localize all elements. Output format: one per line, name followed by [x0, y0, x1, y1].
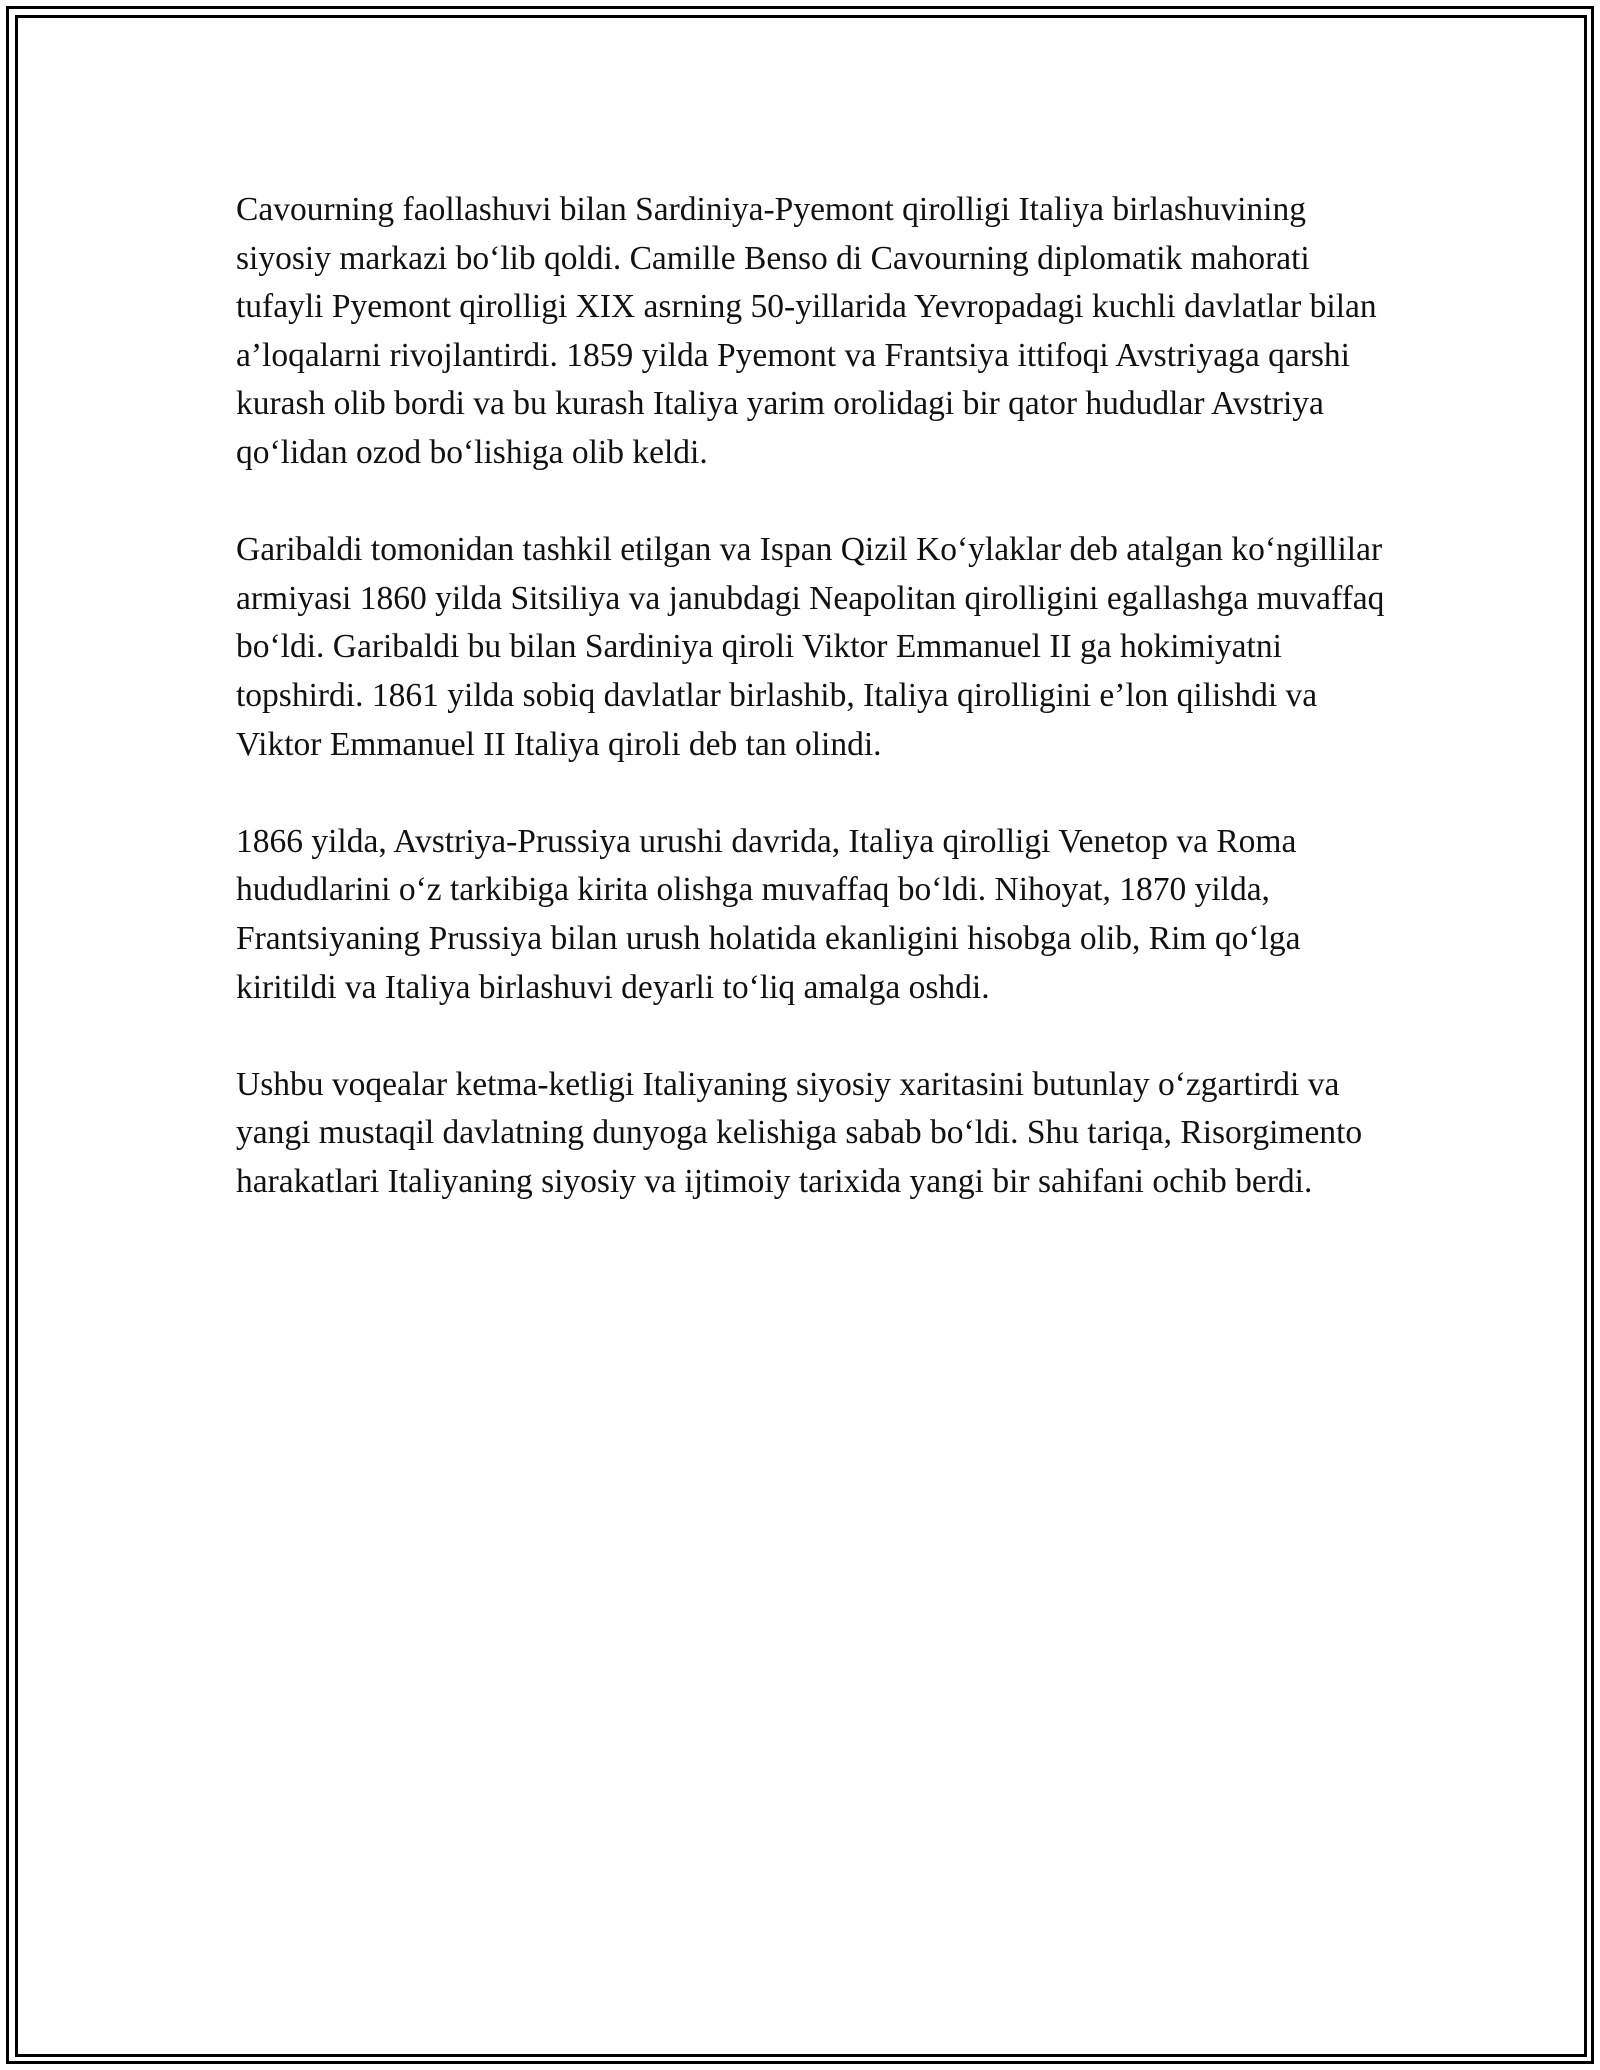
- document-body: [236, 186, 1386, 1255]
- paragraph-4: Ushbu voqealar ketma-ketligi Italiyaning siyosiy xaritasini butunlay o‘zgartirdi va yangi mustaqil davlatning dunyoga kelishiga sabab bo‘ldi. Shu tariqa, Risorgimento harakatlari Italiyaning siyosiy va ijtimoiy tarixida yangi bir sahifani ochib berdi.: [236, 1065, 1363, 1200]
- paragraph-3: 1866 yilda, Avstriya-Prussiya urushi davrida, Italiya qirolligi Venetop va Roma hududlarini o‘z tarkibiga kirita olishga muvaffaq bo‘ldi. Nihoyat, 1870 yilda, Frantsiyaning Prussiya bilan urush holatida ekanligini hisobga olib, Rim qo‘lga kiritildi va Italiya birlashuvi deyarli to‘liq amalga oshdi.: [236, 822, 1301, 1006]
- paragraph-1: Cavourning faollashuvi bilan Sardiniya-Pyemont qirolligi Italiya birlashuvining siyosiy markazi bo‘lib qoldi. Camille Benso di Cavourning diplomatik mahorati tufayli Pyemont qirolligi XIX asrning 50-yillarida Yevropadagi kuchli davlatlar bilan a’loqalarni rivojlantirdi. 1859 yilda Pyemont va Frantsiya ittifoqi Avstriyaga qarshi kurash olib bordi va bu kurash Italiya yarim orolidagi bir qator hududlar Avstriya qo‘lidan ozod bo‘lishiga olib keldi.: [236, 191, 1377, 471]
- paragraph-2: Garibaldi tomonidan tashkil etilgan va Ispan Qizil Ko‘ylaklar deb atalgan ko‘ngillilar armiyasi 1860 yilda Sitsiliya va janubdagi Neapolitan qirolligini egallashga muvaffaq bo‘ldi. Garibaldi bu bilan Sardiniya qiroli Viktor Emmanuel II ga hokimiyatni topshirdi. 1861 yilda sobiq davlatlar birlashib, Italiya qirolligini e’lon qilishdi va Viktor Emmanuel II Italiya qiroli deb tan olindi.: [236, 531, 1385, 763]
